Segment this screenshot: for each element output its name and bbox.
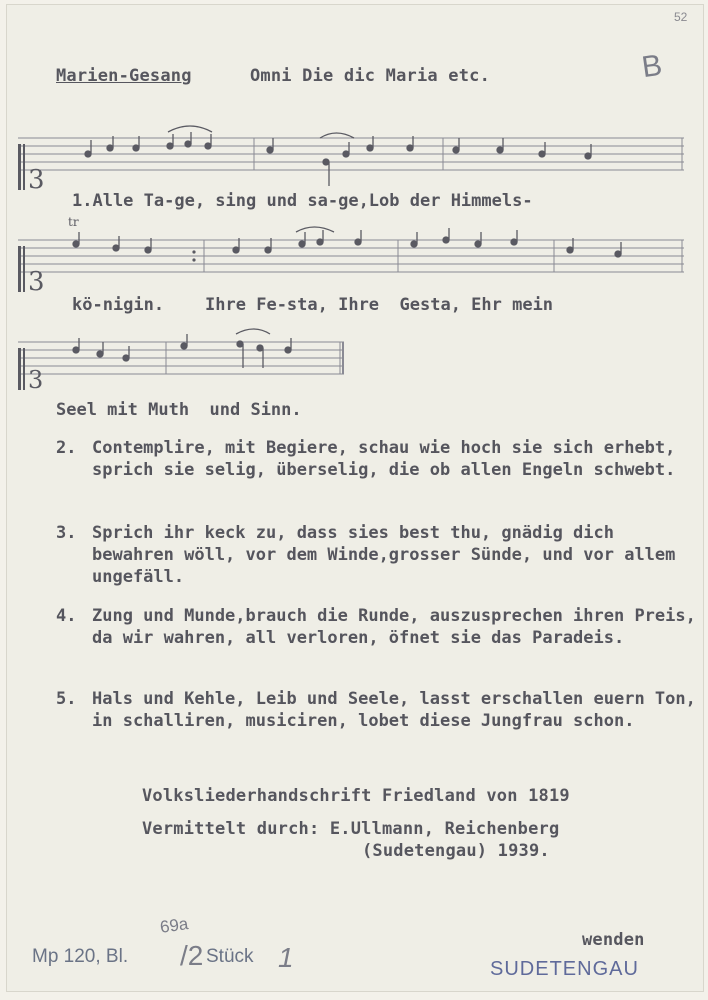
svg-text:3: 3 bbox=[28, 366, 44, 394]
pencil-slash-number: /2 bbox=[180, 940, 204, 971]
lyric-line-1: 1.Alle Ta-ge, sing und sa-ge,Lob der Himmels- bbox=[72, 191, 533, 211]
stueck-number: 1 bbox=[278, 942, 294, 973]
turn-page-note: wenden bbox=[582, 930, 645, 950]
verse-number: 3. bbox=[56, 523, 77, 543]
lyric-line-3: Seel mit Muth und Sinn. bbox=[56, 400, 302, 420]
verse-text: Contemplire, mit Begiere, schau wie hoch sie sich erhebt, sprich sie selig, überselig, die ob allen Engeln schwebt. bbox=[92, 438, 676, 480]
lyric-line-2: kö-nigin. Ihre Fe-sta, Ihre Gesta, Ehr mein bbox=[72, 295, 554, 315]
verse-3 bbox=[56, 522, 696, 588]
verse-text: Zung und Munde,brauch die Runde, auszusprechen ihren Preis, da wir wahren, all verloren, öfnet sie das Paradeis. bbox=[92, 606, 696, 648]
page-number: 52 bbox=[674, 10, 688, 24]
corner-pencil-mark: B bbox=[639, 48, 665, 85]
verse-number: 2. bbox=[56, 438, 77, 458]
music-staff-2 bbox=[18, 215, 686, 300]
music-staff-1 bbox=[18, 126, 686, 196]
stueck-label: Stück bbox=[206, 946, 254, 967]
svg-text:3: 3 bbox=[28, 165, 45, 195]
archive-prefix: Mp 120, Bl. bbox=[32, 946, 129, 967]
verse-number: 5. bbox=[56, 689, 77, 709]
source-line-2: Vermittelt durch: E.Ullmann, Reichenberg bbox=[142, 819, 560, 839]
verse-text: Sprich ihr keck zu, dass sies best thu, gnädig dich bewahren wöll, vor dem Winde,grosser Sünde, und vor allem ungefäll. bbox=[92, 523, 676, 587]
source-line-1: Volksliederhandschrift Friedland von 1819 bbox=[142, 786, 570, 806]
song-subtitle: Omni Die dic Maria etc. bbox=[250, 66, 491, 86]
archive-reference bbox=[32, 946, 128, 968]
verse-number: 4. bbox=[56, 606, 77, 626]
music-staff-3 bbox=[18, 328, 348, 392]
verse-2 bbox=[56, 437, 696, 481]
sudetengau-stamp: SUDETENGAU bbox=[490, 958, 639, 980]
c-clef-icon bbox=[18, 348, 43, 394]
verse-4 bbox=[56, 605, 696, 649]
verse-text: Hals und Kehle, Leib und Seele, lasst erschallen euern Ton, in schalliren, musiciren, lobet diese Jungfrau schon. bbox=[92, 689, 696, 731]
verse-5 bbox=[56, 688, 696, 732]
song-title: Marien-Gesang bbox=[56, 66, 192, 86]
trill-mark: tr bbox=[68, 215, 79, 229]
pencil-sheet-number: 69a bbox=[158, 914, 190, 937]
svg-text:3: 3 bbox=[28, 267, 45, 297]
source-line-3: (Sudetengau) 1939. bbox=[362, 841, 550, 861]
